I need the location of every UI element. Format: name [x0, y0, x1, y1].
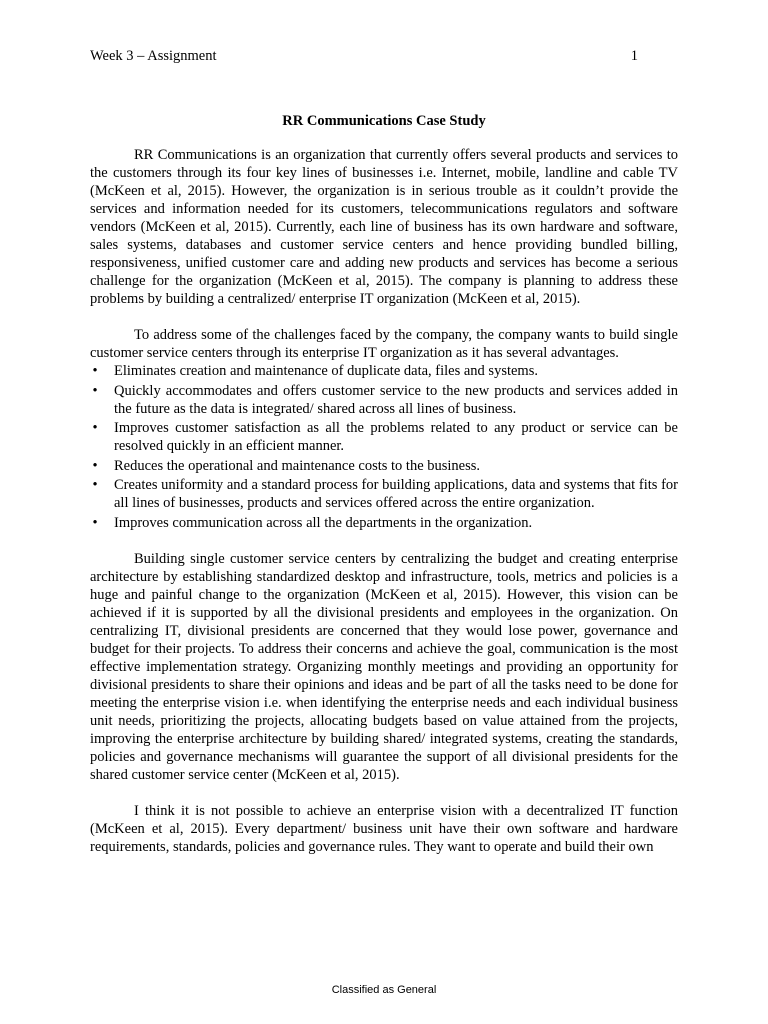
document-title: RR Communications Case Study — [282, 113, 486, 129]
page-number: 1 — [630, 48, 638, 64]
paragraph-intro: RR Communications is an organization that currently offers several products and services to the customers through its four key lines of businesses i.e. Internet, mobile, landline and cable TV (McKeen et al, 2015). However, the organization is in serious trouble as it couldn’t provide the services and information needed for its customers, telecommunications regulators and software vendors (McKeen et al, 2015). Currently, each line of business has its own hardware and software, sales systems, databases and customer service centers and hence providing bundled billing, responsiveness, unified customer care and adding new products and services has become a serious challenge for the organization (McKeen et al, 2015). The company is planning to address these problems by building a centralized/ enterprise IT organization (McKeen et al, 2015). — [90, 147, 678, 307]
list-item: • Improves communication across all the departments in the organization. — [114, 514, 678, 532]
paragraph-decentralized: I think it is not possible to achieve an enterprise vision with a decentralized IT function (McKeen et al, 2015). Every department/ business unit have their own software and hardware requirements, standards, policies and governance rules. They want to operate and build their own — [90, 802, 678, 855]
list-item: • Improves customer satisfaction as all the problems related to any product or service can be resolved quickly in an efficient manner. — [114, 419, 678, 455]
paragraph-centralizing: Building single customer service centers by centralizing the budget and creating enterprise architecture by establishing standardized desktop and infrastructure, tools, metrics and policies is a huge and painful change to the organization (McKeen et al, 2015). However, this vision can be achieved if it is supported by all the divisional presidents and employees in the organization. On centralizing IT, divisional presidents are concerned that they would lose power, governance and budget for their projects. To address their concerns and achieve the goal, communication is the most effective implementation strategy. Organizing monthly meetings and providing an opportunity for divisional presidents to share their opinions and ideas and be part of all the tasks need to be done for meeting the enterprise vision i.e. when identifying the enterprise needs and each individual business unit needs, prioritizing the projects, allocating budgets based on value attained from the projects, improving the enterprise architecture by building shared/ integrated systems, creating the standards, policies and governance mechanisms will guarantee the support of all divisional presidents for the shared customer service center (McKeen et al, 2015). — [90, 550, 678, 783]
bullet-icon: • — [92, 457, 98, 474]
document-body — [90, 146, 678, 856]
classification-footer: Classified as General — [331, 984, 437, 996]
paragraph-challenges: To address some of the challenges faced by the company, the company wants to build single customer service centers through its enterprise IT organization as it has several advantages. — [90, 327, 678, 361]
bullet-icon: • — [92, 477, 98, 493]
list-item: • Quickly accommodates and offers customer service to the new products and services added in the future as the data is integrated/ shared across all lines of business. — [114, 382, 678, 418]
list-item: • Eliminates creation and maintenance of duplicate data, files and systems. — [114, 362, 678, 380]
bullet-icon: • — [92, 420, 98, 436]
bullet-icon: • — [92, 514, 98, 531]
list-item: • Reduces the operational and maintenance costs to the business. — [114, 457, 678, 475]
bullet-icon: • — [92, 363, 98, 379]
running-head: Week 3 – Assignment — [90, 48, 217, 64]
list-item: • Creates uniformity and a standard process for building applications, data and systems that fits for all lines of businesses, products and services offered across the entire organization. — [114, 476, 678, 512]
bullet-icon: • — [92, 382, 98, 399]
advantages-list — [90, 362, 678, 532]
page-header — [90, 47, 638, 65]
